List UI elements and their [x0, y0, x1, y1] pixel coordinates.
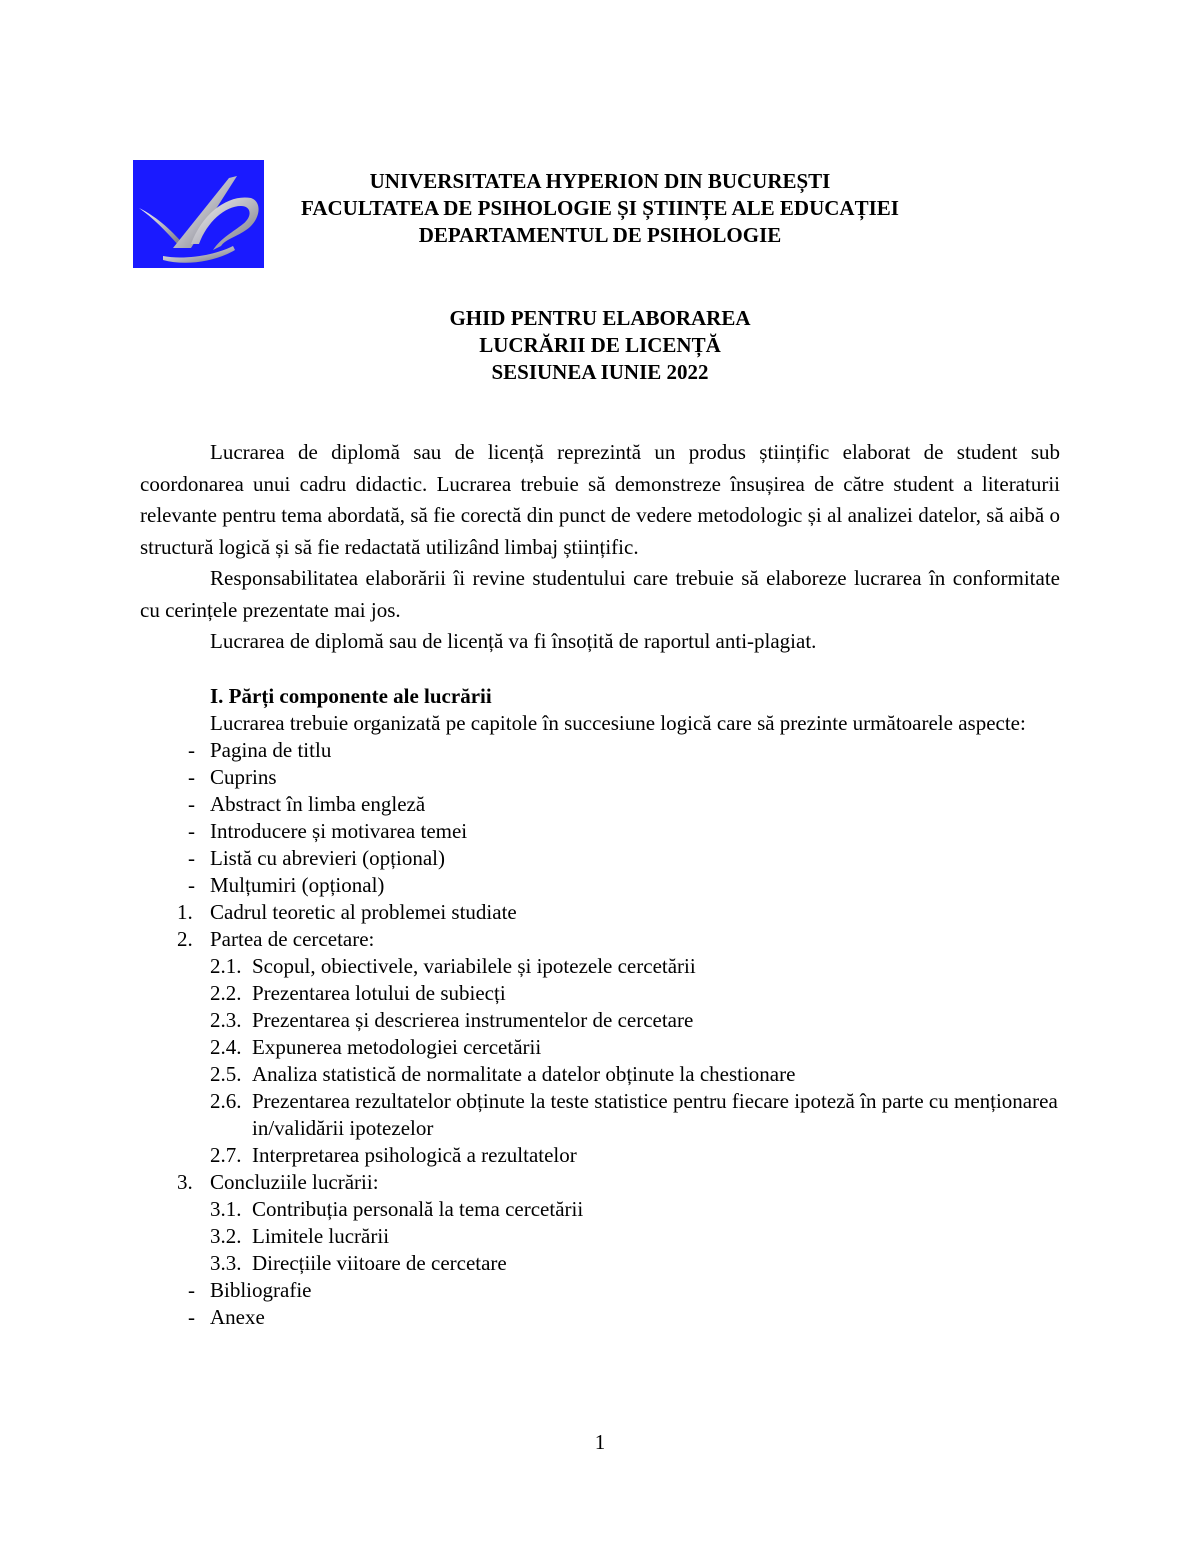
- list-item-text: Anexe: [210, 1305, 265, 1329]
- list-item: [140, 791, 1060, 818]
- list-item: [140, 980, 1060, 1007]
- page-number: 1: [594, 1430, 606, 1454]
- list-marker: 2.7.: [210, 1143, 242, 1167]
- list-item: [140, 737, 1060, 764]
- list-item-text: Abstract în limba engleză: [210, 792, 426, 816]
- title-line-2: LUCRĂRII DE LICENȚĂ: [479, 333, 721, 357]
- list-item-text: Cadrul teoretic al problemei studiate: [210, 900, 517, 924]
- list-item-text: Mulțumiri (opțional): [210, 873, 385, 897]
- paragraph: Lucrarea de diplomă sau de licență va fi însoțită de raportul anti-plagiat.: [210, 629, 817, 653]
- title-line-3: SESIUNEA IUNIE 2022: [491, 360, 709, 384]
- list-item-text: Bibliografie: [210, 1278, 312, 1302]
- paragraph: Responsabilitatea elaborării îi revine studentului care trebuie să elaboreze lucrarea în conformitate cu cerințele prezentate mai jos.: [140, 566, 1060, 622]
- list-item-text: Prezentarea lotului de subiecți: [252, 981, 506, 1005]
- list-item-text: Scopul, obiectivele, variabilele și ipotezele cercetării: [252, 954, 696, 978]
- list-item-text: Contribuția personală la tema cercetării: [252, 1197, 584, 1221]
- list-item: [140, 1169, 1060, 1196]
- list-marker: 2.6.: [210, 1089, 242, 1113]
- document-title: [200, 305, 1000, 386]
- list-item-text: Direcțiile viitoare de cercetare: [252, 1251, 507, 1275]
- list-marker: 3.2.: [210, 1224, 242, 1248]
- list-marker: 2.4.: [210, 1035, 242, 1059]
- list-marker: 3.1.: [210, 1197, 242, 1221]
- intro-paragraphs: [140, 437, 1060, 658]
- list-item: [140, 1196, 1060, 1223]
- title-line-1: GHID PENTRU ELABORAREA: [449, 306, 751, 330]
- components-list: [140, 737, 1060, 1331]
- list-item: [140, 926, 1060, 953]
- list-item: [140, 845, 1060, 872]
- list-item-text: Pagina de titlu: [210, 738, 332, 762]
- list-item-text: Partea de cercetare:: [210, 927, 375, 951]
- list-item: [140, 1304, 1060, 1331]
- list-marker: -: [188, 765, 195, 789]
- list-item: [140, 764, 1060, 791]
- list-marker: -: [188, 792, 195, 816]
- list-item-text: Expunerea metodologiei cercetării: [252, 1035, 542, 1059]
- list-item: [140, 872, 1060, 899]
- list-marker: -: [188, 738, 195, 762]
- list-marker: 1.: [177, 900, 193, 924]
- list-marker: -: [188, 873, 195, 897]
- institution-header: [200, 168, 1000, 249]
- list-marker: -: [188, 1305, 195, 1329]
- list-marker: -: [188, 819, 195, 843]
- header-university: UNIVERSITATEA HYPERION DIN BUCUREȘTI: [369, 169, 831, 193]
- list-item-text: Limitele lucrării: [252, 1224, 390, 1248]
- section-title: I. Părți componente ale lucrării: [210, 684, 492, 708]
- paragraph: Lucrarea de diplomă sau de licență reprezintă un produs științific elaborat de student sub coordonarea unui cadru didactic. Lucrarea trebuie să demonstreze însușirea de către student a literaturii relevante pentru tema abordată, să fie corectă din punct de vedere metodologic și al analizei datelor, să aibă o structură logică și să fie redactată utilizând limbaj științific.: [140, 440, 1060, 559]
- list-item-text: Cuprins: [210, 765, 277, 789]
- list-item: [140, 1142, 1060, 1169]
- header-faculty: FACULTATEA DE PSIHOLOGIE ȘI ȘTIINȚE ALE EDUCAȚIEI: [301, 196, 899, 220]
- list-item: [140, 899, 1060, 926]
- list-item: [140, 1223, 1060, 1250]
- list-marker: 2.: [177, 927, 193, 951]
- list-marker: 3.3.: [210, 1251, 242, 1275]
- list-item: [140, 1250, 1060, 1277]
- list-item-text: Introducere și motivarea temei: [210, 819, 468, 843]
- list-item: [140, 1034, 1060, 1061]
- list-item-text: Concluziile lucrării:: [210, 1170, 379, 1194]
- list-item-text: Listă cu abrevieri (opțional): [210, 846, 445, 870]
- section-intro: Lucrarea trebuie organizată pe capitole în succesiune logică care să prezinte următoarele aspecte:: [210, 711, 1026, 735]
- list-item-text: Analiza statistică de normalitate a datelor obținute la chestionare: [252, 1062, 796, 1086]
- list-marker: 2.3.: [210, 1008, 242, 1032]
- list-marker: 2.5.: [210, 1062, 242, 1086]
- list-item-text: Prezentarea rezultatelor obținute la teste statistice pentru fiecare ipoteză în parte cu menționarea in/validării ipotezelor: [252, 1089, 1058, 1140]
- list-marker: 2.1.: [210, 954, 242, 978]
- section-components: [140, 683, 1060, 1331]
- list-item: [140, 953, 1060, 980]
- list-item: [140, 1277, 1060, 1304]
- list-marker: 3.: [177, 1170, 193, 1194]
- list-item-text: Prezentarea și descrierea instrumentelor de cercetare: [252, 1008, 694, 1032]
- list-marker: -: [188, 846, 195, 870]
- list-item: [140, 1061, 1060, 1088]
- list-item-text: Interpretarea psihologică a rezultatelor: [252, 1143, 577, 1167]
- list-item: [140, 818, 1060, 845]
- list-marker: 2.2.: [210, 981, 242, 1005]
- list-item: [140, 1088, 1060, 1142]
- list-item: [140, 1007, 1060, 1034]
- list-marker: -: [188, 1278, 195, 1302]
- header-department: DEPARTAMENTUL DE PSIHOLOGIE: [418, 223, 782, 247]
